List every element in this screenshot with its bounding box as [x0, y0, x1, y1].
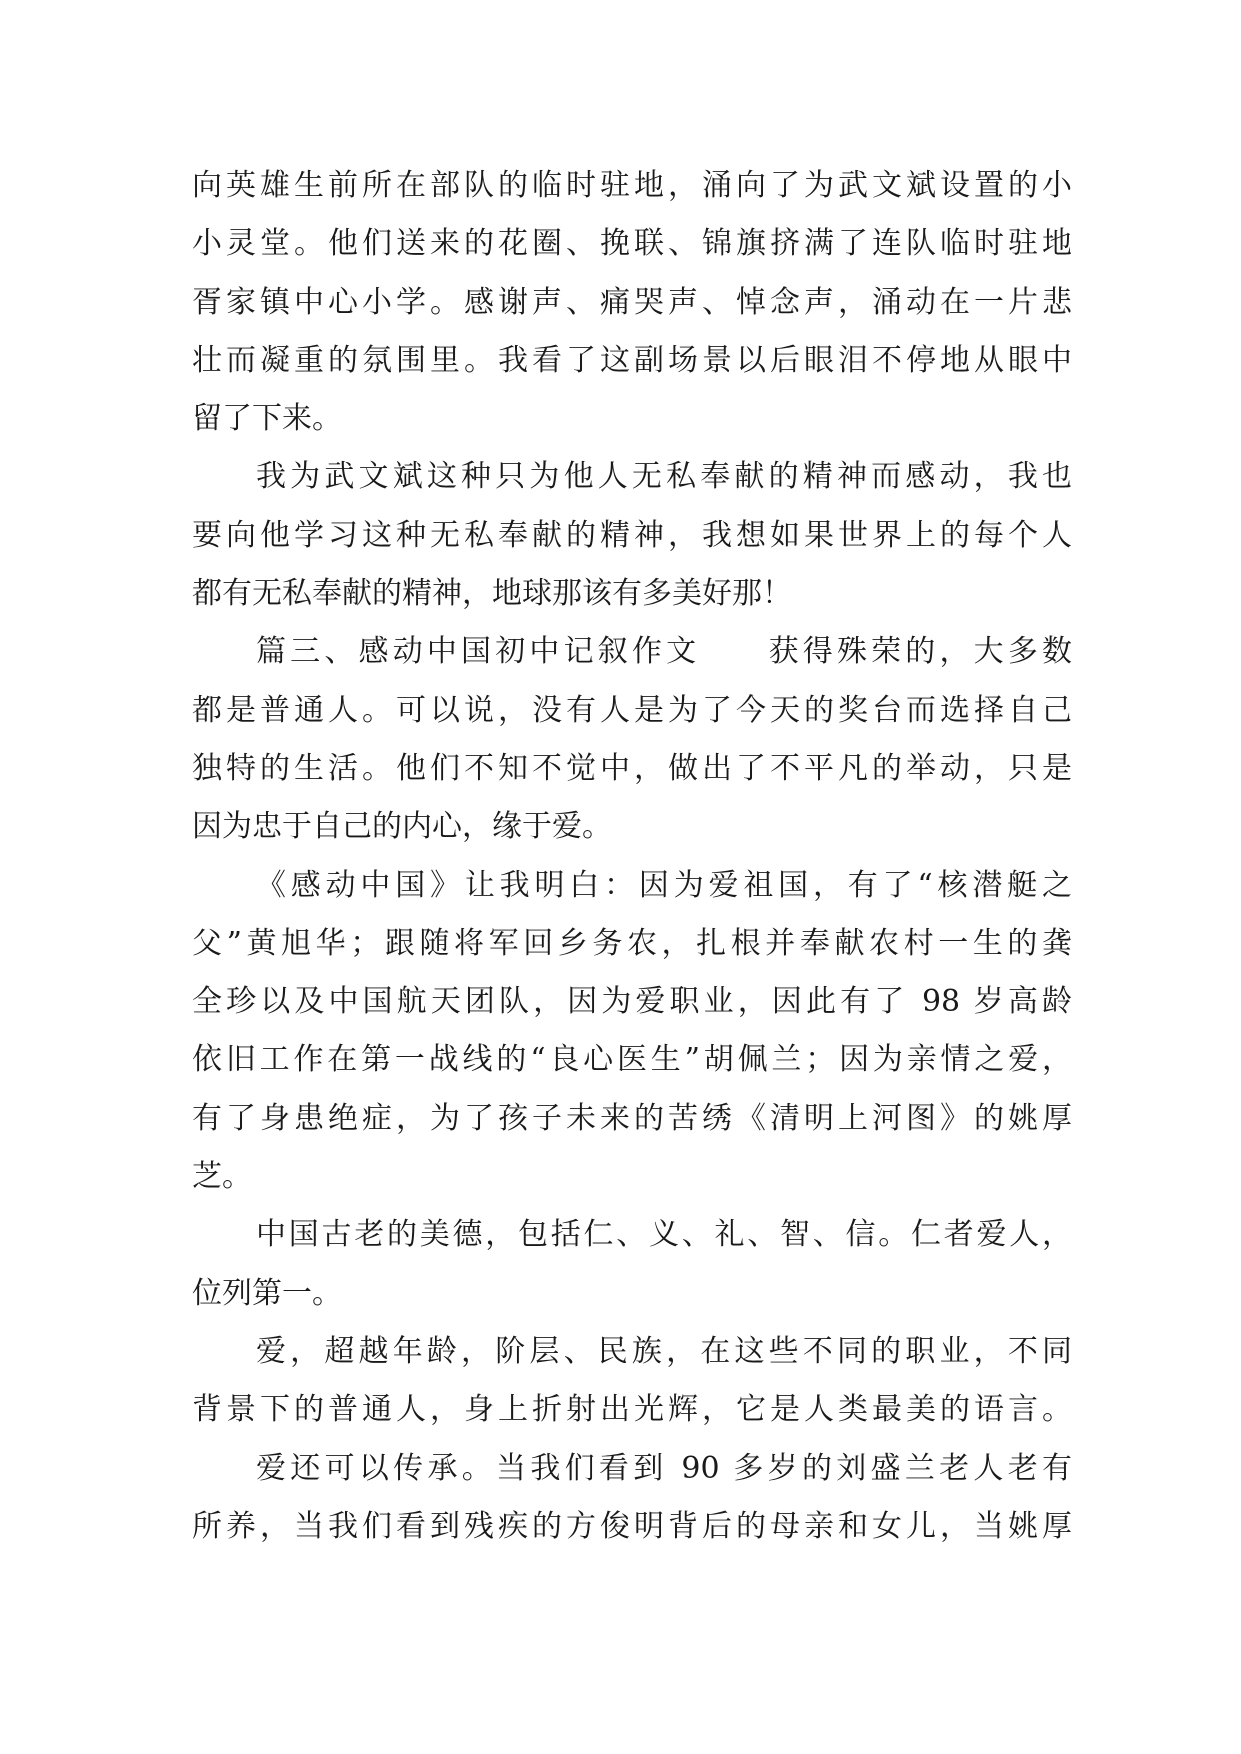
text-line: 壮而凝重的氛围里。我看了这副场景以后眼泪不停地从眼中: [192, 342, 1072, 378]
text-line: 我为武文斌这种只为他人无私奉献的精神而感动，我也: [256, 459, 1072, 495]
text-line: 所养，当我们看到残疾的方俊明背后的母亲和女儿，当姚厚: [192, 1508, 1072, 1544]
text-line: 中国古老的美德，包括仁、义、礼、智、信。仁者爱人，: [256, 1217, 1072, 1253]
text-line: 因为忠于自己的内心，缘于爱。: [192, 809, 612, 845]
text-line: 父”黄旭华；跟随将军回乡务农，扎根并奉献农村一生的龚: [192, 925, 1072, 961]
text-line: 有了身患绝症，为了孩子未来的苦绣《清明上河图》的姚厚: [192, 1100, 1072, 1136]
document-body: [192, 157, 1072, 1556]
text-line: 留了下来。: [192, 401, 342, 437]
text-line: 要向他学习这种无私奉献的精神，我想如果世界上的每个人: [192, 517, 1072, 553]
text-line: 芝。: [192, 1159, 252, 1195]
text-line: 都有无私奉献的精神，地球那该有多美好那！: [192, 576, 792, 612]
text-line: 《感动中国》让我明白：因为爱祖国，有了“核潜艇之: [256, 867, 1072, 903]
text-line: 篇三、感动中国初中记叙作文 获得殊荣的，大多数: [256, 634, 1072, 670]
text-line: 向英雄生前所在部队的临时驻地，涌向了为武文斌设置的小: [192, 168, 1072, 203]
text-line: 都是普通人。可以说，没有人是为了今天的奖台而选择自己: [192, 692, 1072, 728]
text-line: 依旧工作在第一战线的“良心医生”胡佩兰；因为亲情之爱，: [192, 1042, 1072, 1078]
text-line: 独特的生活。他们不知不觉中，做出了不平凡的举动，只是: [192, 750, 1072, 786]
text-line: 爱，超越年龄，阶层、民族，在这些不同的职业，不同: [256, 1333, 1072, 1369]
text-line: 位列第一。: [192, 1275, 342, 1311]
text-line: 背景下的普通人，身上折射出光辉，它是人类最美的语言。: [192, 1392, 1072, 1428]
text-line: 爱还可以传承。当我们看到 90 多岁的刘盛兰老人老有: [256, 1450, 1072, 1486]
text-line: 小灵堂。他们送来的花圈、挽联、锦旗挤满了连队临时驻地: [192, 226, 1072, 262]
text-line: 全珍以及中国航天团队，因为爱职业，因此有了 98 岁高龄: [192, 984, 1072, 1020]
text-line: 胥家镇中心小学。感谢声、痛哭声、悼念声，涌动在一片悲: [192, 284, 1072, 320]
